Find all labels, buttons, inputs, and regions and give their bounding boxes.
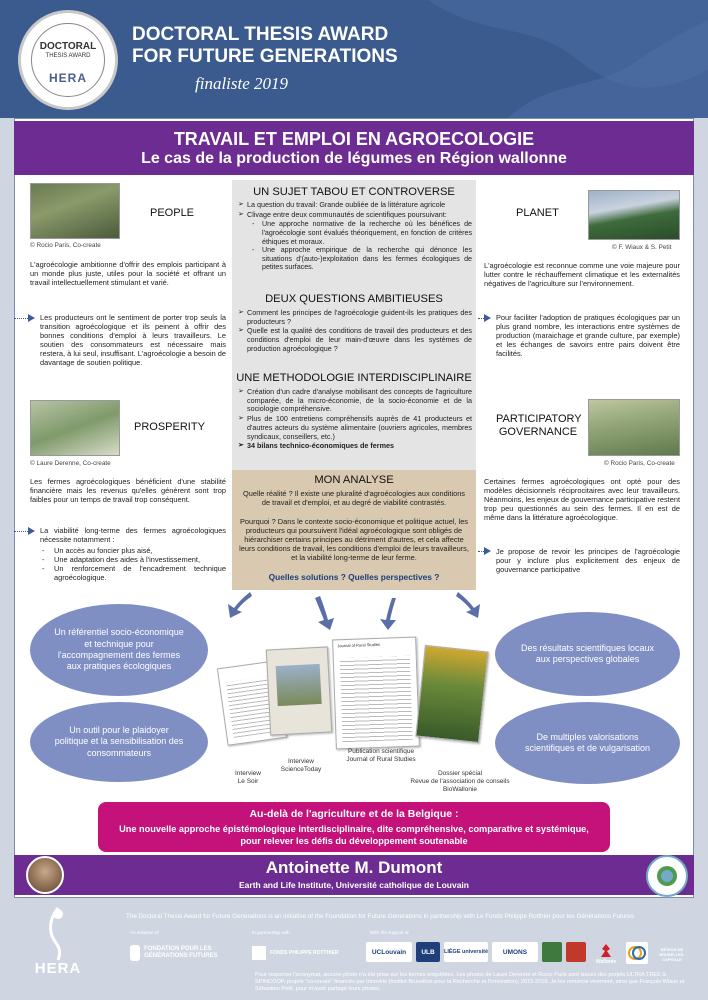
caption-sciencetoday: Interview ScienceToday	[280, 758, 322, 773]
arrow-icon	[380, 598, 396, 630]
questions-list	[238, 309, 472, 355]
finalist-label: finaliste 2019	[195, 74, 289, 93]
prosperity-photo	[30, 400, 120, 456]
caption-le-soir: Interview Le Soir	[234, 770, 261, 785]
prosperity-intro: Les fermes agroécologiques bénéficient d'une stabilité financière mais les revenus qu'elles génèrent sont trop faibles pour un temps de travail trop conséquent.	[30, 477, 226, 505]
doc-sciencetoday	[266, 646, 332, 735]
list-subitem: - Une approche empirique de la recherche qui dénonce les situations d'(auto-)exploitation dans les fermes écologiques de petites surfaces.	[238, 246, 472, 272]
analysis-questions: Quelles solutions ? Quelles perspectives ?	[268, 572, 440, 582]
award-badge-logo: DOCTORAL THESIS AWARD HERA	[18, 10, 118, 110]
people-finding: Les producteurs ont le sentiment de porter trop seuls la transition agroécologique et ils peinent à offrir des bonnes conditions d'emploi à leurs travailleurs. Le soutien des consommateurs est nécessaire mais restera, à lui seul, insuffisant. L'agroécologie a besoin de davantage de soutien politique.	[40, 313, 226, 368]
people-intro: L'agroécologie ambitionne d'offrir des emplois participant à un monde plus juste, utiles pour la société et offrant un travail intellectuellement stimulant et varié.	[30, 260, 226, 288]
caption-journal: Publication scientifique Journal of Rural Studies	[346, 748, 416, 763]
analysis-reality: Quelle réalité ? Il existe une pluralité d'agroécologies aux conditions de travail et d'emploi, et au degré de viabilité contrastés.	[242, 489, 466, 508]
governance-photo	[588, 399, 680, 456]
planet-heading: PLANET	[516, 207, 559, 219]
center-column	[232, 180, 476, 470]
author-band	[14, 855, 694, 895]
logo-bruxelles: RÉGION DE BRUXELLES-CAPITALE	[659, 946, 685, 962]
planet-arrow-icon	[484, 314, 491, 322]
caption-biowallonie: Dossier spécial Revue de l'association de conseils BioWallonie	[410, 770, 510, 793]
hera-logo: HERA	[28, 904, 88, 994]
output-ellipse-dissemination: De multiples valorisations scientifiques et de vulgarisation	[495, 702, 680, 784]
list-subitem: - Une approche normative de la recherche où les bénéfices de l'agroécologie sont évalués théoriquement, en fonction de critères éthiques et moraux.	[238, 220, 472, 246]
method-list	[238, 388, 472, 452]
prosperity-list	[40, 546, 226, 582]
conclusion-text: Une nouvelle approche épistémologique interdisciplinaire, dite compréhensive, comparative et systémique, pour relever les défis du développement soutenable	[119, 824, 589, 846]
label-support: With the support of	[370, 930, 409, 935]
analysis-title: MON ANALYSE	[314, 474, 394, 486]
planet-finding: Pour faciliter l'adoption de pratiques écologiques par un plus grand nombre, les interactions entre systèmes de production (maraichage et grande culture, par exemple) et les échanges de savoirs entre pairs doivent être facilités.	[496, 313, 680, 359]
output-ellipse-advocacy: Un outil pour le plaidoyer politique et la sensibilisation des consommateurs	[30, 702, 208, 782]
author-institution: Earth and Life Institute, Université catholique de Louvain	[238, 880, 469, 890]
conclusion-heading: Au-delà de l'agriculture et de la Belgique :	[249, 808, 459, 820]
people-photo	[30, 183, 120, 239]
footer-initiative: The Doctoral Thesis Award for Future Generations is an initiative of the Foundation for Future Generations in partnership with Le Fonds Philippe Rotthier pour les Générations Futures	[126, 913, 634, 920]
logo-ffg: FONDATION POUR LES GÉNÉRATIONS FUTURES	[130, 940, 234, 966]
logo-ulb: ULB	[416, 942, 440, 962]
arrow-icon	[228, 592, 252, 618]
governance-credit: © Rocio Paris, Co-create	[604, 460, 675, 467]
list-item: ➢ 34 bilans technico-économiques de fermes	[238, 442, 472, 451]
output-arrows	[220, 582, 490, 632]
people-arrow-icon	[28, 314, 35, 322]
taboo-list	[238, 201, 472, 272]
logo-liege: LIÈGE université	[444, 942, 488, 962]
list-item: ➢ Comment les principes de l'agroécologie guident-ils les pratiques des producteurs ?	[238, 309, 472, 326]
governance-heading: PARTICIPATORY GOVERNANCE	[496, 413, 582, 438]
list-item: ➢ La question du travail: Grande oubliée de la littérature agricole	[238, 201, 472, 210]
section-title-taboo: UN SUJET TABOU ET CONTROVERSE	[253, 186, 455, 198]
list-item: - Un renforcement de l'encadrement technique agroécologique.	[42, 564, 226, 583]
analysis-why: Pourquoi ? Dans le contexte socio-économique et politique actuel, les producteurs qui poursuivent l'idéal agroécologique sont obligés de hiérarchiser certains principes au détriment d'autres, et cela affecte leurs conditions de travail, les conditions d'emploi de leurs travailleurs, et la viabilité long-terme de leur ferme.	[239, 517, 469, 563]
analysis-box	[232, 470, 476, 590]
governance-intro: Certaines fermes agroécologiques ont opté pour des modèles décisionnels réciprocitaires avec leur travailleurs. Néanmoins, les enjeux de gouvernance participative restent trop peu questionnés au sein des fermes. Il en est de même dans la littérature agroécologique.	[484, 477, 680, 523]
conclusion-box	[98, 802, 610, 852]
doc-journal: Journal of Rural Studies	[332, 637, 420, 750]
prosperity-finding: La viabilité long-terme des fermes agroécologiques nécessite notamment :	[40, 526, 226, 545]
logo-unamur	[566, 942, 586, 962]
output-ellipse-reference: Un référentiel socio-économique et technique pour l'accompagnement des fermes aux pratiques écologiques	[30, 604, 208, 696]
award-title: DOCTORAL THESIS AWARD FOR FUTURE GENERATIONS	[132, 24, 398, 67]
section-title-questions: DEUX QUESTIONS AMBITIEUSES	[265, 293, 443, 305]
people-heading: PEOPLE	[150, 207, 195, 219]
poster-title: TRAVAIL ET EMPLOI EN AGROECOLOGIE	[173, 129, 535, 149]
label-initiative: An initiative of	[130, 930, 159, 935]
list-item: - Une adaptation des aides à l'investissement,	[42, 555, 201, 565]
prosperity-heading: PROSPERITY	[134, 421, 205, 433]
poster-subtitle: Le cas de la production de légumes en Région wallonne	[141, 150, 567, 167]
logo-wallonie: Wallonie	[592, 940, 620, 968]
header-decoration	[368, 0, 708, 118]
arrow-icon	[456, 592, 480, 618]
logo-uclouvain: UCLouvain	[366, 942, 412, 962]
prosperity-credit: © Laure Derenne, Co-create	[30, 460, 111, 467]
author-name: Antoinette M. Dumont	[265, 858, 443, 877]
arrow-icon	[315, 596, 334, 630]
avatar	[26, 856, 64, 894]
list-item: ➢ Quelle est la qualité des conditions de travail des producteurs et des conditions d'emploi de leur main-d'œuvre dans les systèmes de production agroécologique ?	[238, 327, 472, 353]
people-connector	[14, 318, 28, 319]
earth-life-institute-logo	[646, 855, 688, 897]
list-item: - Un accès au foncier plus aisé,	[42, 546, 153, 555]
planet-credit: © F. Wiaux & S. Petit	[612, 244, 672, 251]
prosperity-arrow-icon	[28, 527, 35, 535]
output-ellipse-results: Des résultats scientifiques locaux aux perspectives globales	[495, 612, 680, 696]
section-title-method: UNE METHODOLOGIE INTERDISCIPLINAIRE	[236, 372, 472, 384]
logo-gembloux	[542, 942, 562, 962]
list-item: ➢ Clivage entre deux communautés de scientifiques poursuivant:	[238, 211, 472, 220]
title-band	[14, 121, 694, 175]
doc-biowallonie	[415, 645, 488, 743]
people-credit: © Rocio Paris, Co-create	[30, 242, 101, 249]
list-item: ➢ Création d'un cadre d'analyse mobilisant des concepts de l'agriculture comparée, de la micro-économie, de la socio-économie et de la sociologie compréhensive.	[238, 388, 472, 414]
list-item: ➢ Plus de 100 entretiens compréhensifs auprès de 41 producteurs et d'autres acteurs du système alimentaire (ouvriers agricoles, membres syndicaux, conseillers, etc.)	[238, 415, 472, 441]
governance-arrow-icon	[484, 547, 491, 555]
logo-fwb	[626, 942, 648, 964]
planet-intro: L'agroécologie est reconnue comme une voie majeure pour lutter contre le réchauffement climatique et les externalités négatives de l'agriculture sur l'environnement.	[484, 261, 680, 289]
prosperity-connector	[14, 531, 28, 532]
governance-finding: Je propose de revoir les principes de l'agroécologie pour y inclure plus explicitement des enjeux de gouvernance participative	[496, 547, 680, 575]
planet-photo	[588, 190, 680, 240]
label-partnership: In partnership with	[252, 930, 290, 935]
footer-photo-note: Pour respecter l'anonymat, aucune photo n'a été prise sur les fermes enquêtées. Les photos de Laure Derenne et Rocio Paris sont issues des projets ULTRA TREE & SPINCOOP, projets "co-create" financés par Innoviris (Institut Bruxellois pour la Recherche et l'Innovation), 2015-2019. Je les remercie vivement, ainsi que François Wiaux et Sébastien Petit, pour m'avoir partagé leurs photos.	[255, 972, 685, 992]
logo-umons: UMONS	[492, 942, 538, 962]
logo-rotthier: FONDS PHILIPPE ROTTHIER	[252, 942, 352, 964]
